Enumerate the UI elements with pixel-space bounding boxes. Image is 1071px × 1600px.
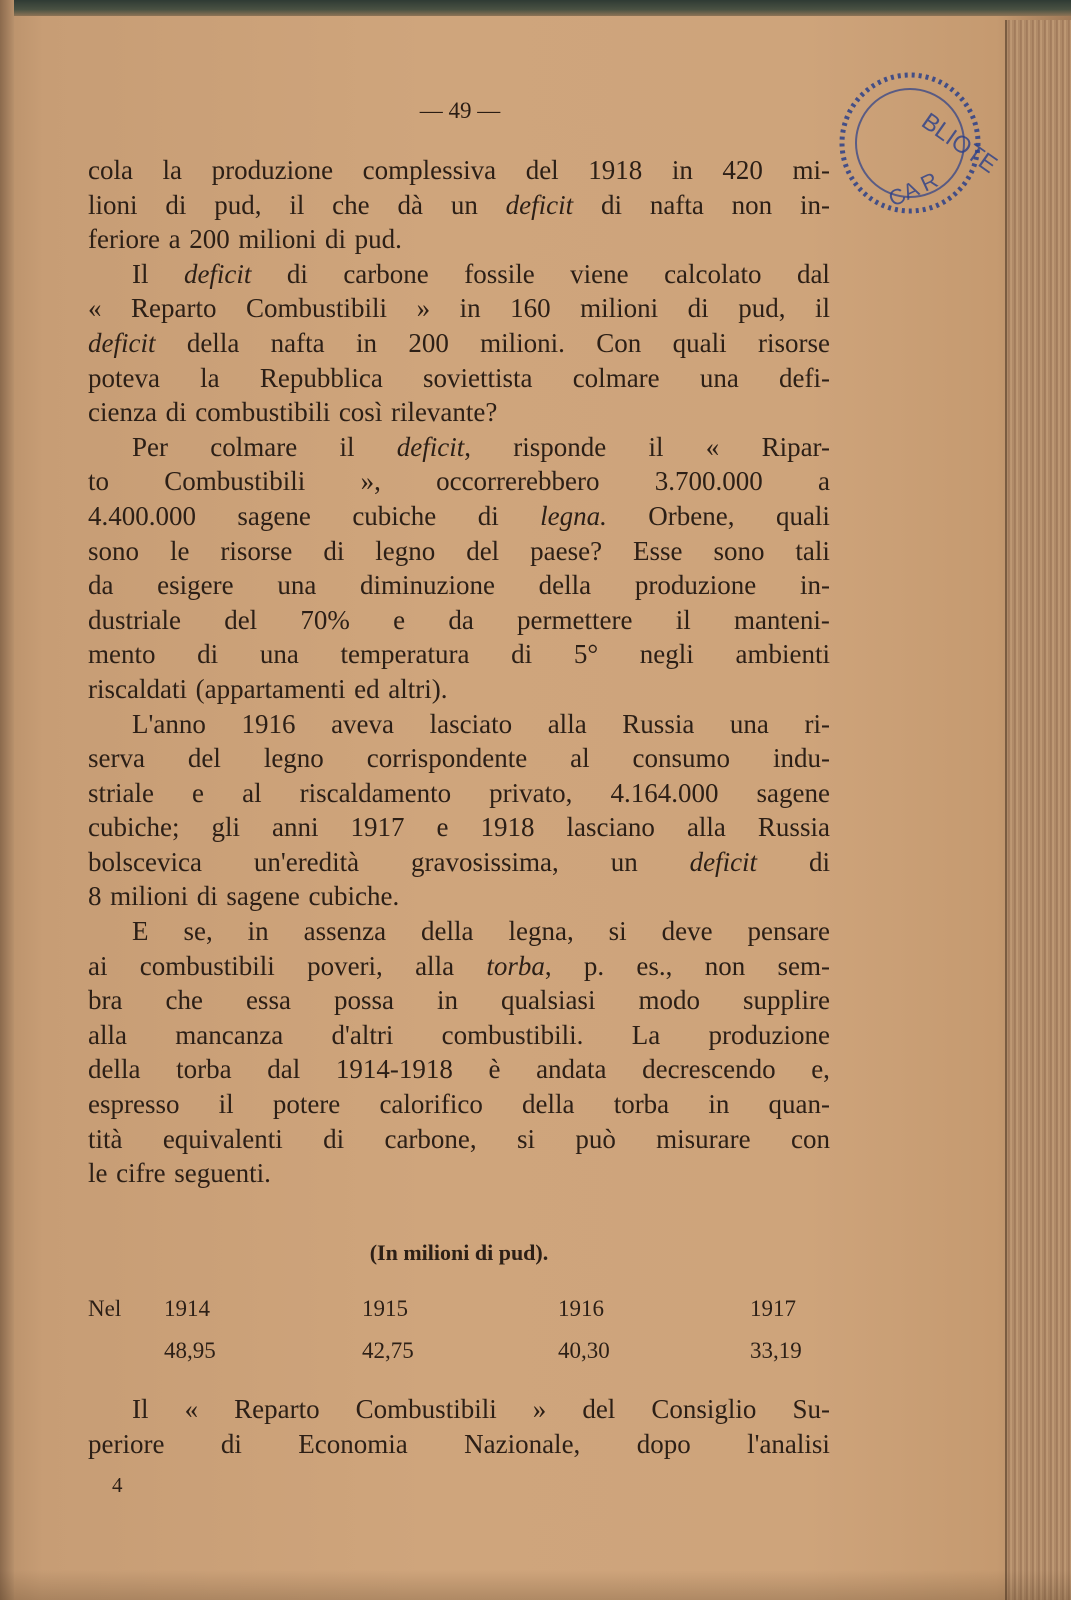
word: la: [200, 362, 220, 393]
word: quan-: [768, 1089, 830, 1120]
word: del: [187, 743, 221, 774]
table-row-label: Nel: [88, 1296, 122, 1321]
word: ri-: [804, 708, 830, 739]
word: periore: [88, 1428, 165, 1459]
word: di: [165, 397, 187, 428]
text-line: [88, 464, 830, 499]
text-line: [88, 568, 830, 603]
word: deficit: [88, 327, 156, 358]
word: produzione: [634, 570, 757, 601]
word: di: [323, 1123, 345, 1154]
word: seguenti.: [174, 1158, 271, 1189]
word: serva: [88, 743, 145, 774]
word: se,: [183, 916, 213, 947]
word: di: [477, 500, 499, 531]
word: di: [324, 224, 346, 255]
word: deve: [661, 916, 713, 947]
word: della: [88, 1054, 141, 1085]
word: sagene: [226, 881, 300, 912]
word: il: [814, 293, 830, 324]
word: sagene: [756, 777, 830, 808]
word: privato,: [489, 777, 573, 808]
word: e,: [811, 1054, 830, 1085]
text-line: [88, 291, 830, 326]
word: dal: [267, 1054, 301, 1085]
word: combustibili: [195, 397, 331, 428]
library-stamp: [815, 55, 1002, 220]
text-line: [88, 1156, 830, 1191]
word: deficit: [183, 258, 252, 289]
word: produzione: [708, 1019, 830, 1050]
word: pud,: [214, 189, 262, 220]
word: mancanza: [175, 1019, 284, 1050]
word: Combustibili: [246, 293, 388, 324]
word: »: [416, 293, 431, 324]
word: sono: [88, 535, 140, 566]
word: una: [277, 570, 317, 601]
table-year: 1917: [750, 1296, 796, 1321]
word: Russia: [622, 708, 695, 739]
word: 1918: [588, 155, 643, 185]
word: d'altri: [331, 1019, 394, 1050]
word: a: [818, 466, 830, 497]
word: alla: [547, 708, 587, 739]
word: (appartamenti: [195, 673, 346, 704]
word: l'analisi: [747, 1428, 830, 1459]
word: «: [184, 1394, 199, 1424]
word: una: [699, 362, 739, 393]
word: le: [169, 535, 190, 566]
text-line: [88, 983, 830, 1018]
word: nafta: [649, 189, 704, 220]
word: mento: [88, 639, 156, 670]
text-line: [88, 1122, 830, 1157]
word: e: [192, 777, 205, 808]
word: 1914-1918: [335, 1054, 453, 1085]
word: pud.: [354, 224, 402, 255]
word: to: [88, 466, 110, 497]
word: da: [448, 604, 474, 635]
word: Combustibili: [355, 1394, 497, 1424]
page-bottom-shadow: [0, 1570, 1071, 1600]
word: di: [286, 258, 308, 289]
word: Consiglio: [651, 1394, 757, 1424]
word: ed: [354, 673, 380, 704]
word: 160: [510, 293, 551, 324]
word: 4.400.000: [88, 500, 196, 531]
word: tità: [88, 1123, 123, 1154]
table-caption: (In milioni di pud).: [369, 1240, 549, 1265]
word: quali: [775, 500, 830, 531]
word: Nazionale,: [464, 1428, 581, 1459]
word: al: [242, 777, 262, 808]
word: altri).: [388, 673, 448, 704]
text-line: [88, 153, 830, 188]
word: Il: [132, 1394, 149, 1424]
word: 1918: [480, 812, 535, 843]
word: cienza: [88, 397, 157, 428]
text-line: [88, 741, 830, 776]
word: di: [165, 189, 187, 220]
word: del: [582, 1394, 616, 1424]
word: alla: [686, 812, 726, 843]
word: carbone,: [384, 1123, 477, 1154]
word: ambienti: [735, 639, 830, 670]
word: 70%: [300, 604, 350, 635]
word: legna.: [540, 500, 607, 531]
word: con: [790, 1123, 830, 1154]
text-line: [88, 949, 830, 984]
word: e: [436, 812, 449, 843]
word: alla: [415, 950, 455, 981]
word: pensare: [747, 916, 830, 947]
word: che: [332, 189, 370, 220]
word: che: [165, 985, 203, 1016]
word: indu-: [772, 743, 830, 774]
page-number: — 49 —: [419, 98, 501, 123]
word: Ripar-: [761, 431, 830, 462]
word: di: [196, 881, 218, 912]
word: non: [731, 189, 773, 220]
word: permettere: [517, 604, 633, 635]
word: legna,: [508, 916, 574, 947]
word: tali: [795, 535, 830, 566]
word: una: [259, 639, 299, 670]
word: Su-: [792, 1394, 830, 1424]
word: 3.700.000: [654, 466, 763, 497]
word: sagene: [237, 500, 311, 531]
text-line: [88, 326, 830, 361]
word: qualsiasi: [500, 985, 596, 1016]
word: cubiche;: [88, 812, 180, 843]
word: combustibili: [139, 950, 275, 981]
word: diminuzione: [359, 570, 495, 601]
word: paese?: [530, 535, 603, 566]
word: supplire: [742, 985, 830, 1016]
word: in: [671, 155, 693, 185]
word: possa: [333, 985, 394, 1016]
text-line: [88, 499, 830, 534]
word: produzione: [211, 155, 334, 185]
word: sono: [713, 535, 765, 566]
word: Combustibili: [164, 466, 306, 497]
word: lasciano: [566, 812, 655, 843]
word: equivalenti: [162, 1123, 283, 1154]
word: milioni: [238, 224, 317, 255]
word: 420: [722, 155, 763, 185]
word: lasciato: [429, 708, 513, 739]
word: dà: [397, 189, 423, 220]
word: torba: [613, 1089, 670, 1120]
word: non: [704, 950, 746, 981]
stamp-lettering-bottom: CA R: [884, 167, 942, 212]
word: si: [608, 916, 627, 947]
word: calcolato: [664, 258, 762, 289]
word: al: [570, 743, 590, 774]
word: un: [450, 189, 478, 220]
word: rilevante?: [390, 397, 498, 428]
word: »,: [360, 466, 381, 497]
word: E: [132, 916, 149, 947]
word: esigere: [157, 570, 234, 601]
word: negli: [639, 639, 694, 670]
word: può: [575, 1123, 616, 1154]
word: viene: [570, 258, 629, 289]
word: 5°: [573, 639, 599, 670]
word: un'eredità: [253, 846, 360, 877]
word: dal: [796, 258, 830, 289]
table-year: 1915: [362, 1296, 408, 1321]
word: della: [421, 916, 474, 947]
text-line: [88, 707, 830, 742]
word: di: [687, 293, 709, 324]
body-text: [88, 153, 830, 1191]
text-line: [88, 1087, 830, 1122]
text-line: [88, 1427, 830, 1462]
word: andata: [536, 1054, 607, 1085]
word: Economia: [298, 1428, 408, 1459]
text-line: [88, 222, 830, 257]
word: torba: [176, 1054, 232, 1085]
word: soviettista: [423, 362, 533, 393]
word: decrescendo: [642, 1054, 776, 1085]
text-line: [88, 430, 830, 465]
word: il: [339, 431, 355, 462]
word: occorrerebbero: [436, 466, 600, 497]
word: riscaldati: [88, 673, 187, 704]
word: Repubblica: [259, 362, 383, 393]
word: del: [525, 155, 559, 185]
word: cubiche.: [308, 881, 400, 912]
word: deficit: [689, 846, 758, 877]
table-year: 1914: [164, 1296, 210, 1321]
word: il: [675, 604, 691, 635]
word: legno: [375, 535, 436, 566]
word: colmare: [210, 431, 298, 462]
word: fossile: [464, 258, 535, 289]
text-line: [88, 257, 830, 292]
word: deficit: [505, 189, 574, 220]
word: mi-: [792, 155, 830, 185]
word: «: [705, 431, 720, 462]
word: essa: [245, 985, 291, 1016]
word: cola: [88, 155, 133, 185]
word: nafta: [270, 327, 325, 358]
word: dopo: [636, 1428, 691, 1459]
text-line: [88, 1052, 830, 1087]
word: complessiva: [362, 155, 497, 185]
word: in: [436, 985, 458, 1016]
word: anni: [271, 812, 319, 843]
page-gutter: [0, 0, 14, 1600]
word: pud,: [738, 293, 786, 324]
word: così: [338, 397, 383, 428]
word: 1917: [350, 812, 405, 843]
word: Per: [132, 431, 168, 462]
word: dustriale: [88, 604, 181, 635]
table-value: 40,30: [558, 1338, 610, 1363]
word: Con: [596, 327, 642, 358]
word: da: [88, 570, 114, 601]
word: di: [511, 639, 533, 670]
word: defi-: [779, 362, 830, 393]
word: risponde: [513, 431, 607, 462]
word: L'anno: [132, 708, 206, 739]
word: deficit,: [396, 431, 471, 462]
word: della: [522, 1089, 575, 1120]
word: del: [224, 604, 258, 635]
word: cifre: [116, 1158, 166, 1189]
word: è: [488, 1054, 501, 1085]
text-line: [88, 1018, 830, 1053]
word: aveva: [331, 708, 395, 739]
word: gravosissima,: [411, 846, 559, 877]
word: assenza: [303, 916, 387, 947]
word: 8: [88, 881, 102, 912]
word: 4.164.000: [610, 777, 719, 808]
word: p.: [583, 950, 605, 981]
word: misurare: [656, 1123, 751, 1154]
word: cubiche: [352, 500, 437, 531]
word: milioni: [580, 293, 659, 324]
word: carbone: [343, 258, 429, 289]
word: milioni.: [480, 327, 565, 358]
word: poteva: [88, 362, 160, 393]
word: il: [648, 431, 664, 462]
word: espresso: [88, 1089, 180, 1120]
word: in: [247, 916, 269, 947]
text-line: [88, 395, 830, 430]
word: in: [355, 327, 377, 358]
text-line: [88, 603, 830, 638]
word: le: [88, 1158, 108, 1189]
word: di: [323, 535, 345, 566]
text-line: [88, 776, 830, 811]
word: legno: [263, 743, 324, 774]
word: torba,: [486, 950, 552, 981]
word: risorse: [757, 327, 830, 358]
word: temperatura: [340, 639, 470, 670]
stamp-lettering: BLIOTE: [916, 107, 1002, 179]
word: quali: [672, 327, 727, 358]
book-cover-edge: [0, 0, 1071, 16]
word: di: [220, 1428, 242, 1459]
word: milioni: [110, 881, 189, 912]
word: di: [197, 639, 219, 670]
text-line: [88, 637, 830, 672]
word: 200: [408, 327, 449, 358]
word: potere: [272, 1089, 341, 1120]
text-line: [88, 879, 830, 914]
word: il: [218, 1089, 234, 1120]
page-stack-edge: [1005, 20, 1071, 1600]
table-value: 48,95: [164, 1338, 216, 1363]
signature-mark: 4: [112, 1473, 123, 1497]
text-line: [88, 188, 830, 223]
word: riscaldamento: [299, 777, 452, 808]
word: 200: [189, 224, 230, 255]
word: in-: [800, 189, 830, 220]
word: Reparto: [234, 1394, 320, 1424]
word: La: [631, 1019, 661, 1050]
word: si: [517, 1123, 536, 1154]
word: calorifico: [379, 1089, 483, 1120]
word: Il: [132, 258, 149, 289]
word: gli: [211, 812, 240, 843]
word: consumo: [632, 743, 731, 774]
word: alla: [88, 1019, 127, 1050]
table-year: 1916: [558, 1296, 604, 1321]
word: «: [88, 293, 102, 324]
text-line: [88, 810, 830, 845]
text-line: [88, 672, 830, 707]
word: un: [610, 846, 638, 877]
text-line: [88, 534, 830, 569]
word: Reparto: [131, 293, 217, 324]
text-line: [88, 1392, 830, 1427]
table-value: 42,75: [362, 1338, 414, 1363]
word: una: [729, 708, 769, 739]
text-line: [88, 845, 830, 880]
word: Esse: [633, 535, 683, 566]
word: risorse: [220, 535, 293, 566]
word: striale: [88, 777, 154, 808]
word: ai: [88, 950, 108, 981]
word: poveri,: [307, 950, 383, 981]
word: in-: [799, 570, 830, 601]
table-value: 33,19: [750, 1338, 802, 1363]
word: a: [168, 224, 181, 255]
text-line: [88, 914, 830, 949]
word: in: [459, 293, 481, 324]
word: di: [808, 846, 830, 877]
word: colmare: [572, 362, 660, 393]
word: la: [162, 155, 183, 185]
word: »: [532, 1394, 547, 1424]
text-line: [88, 361, 830, 396]
word: feriore: [88, 224, 160, 255]
word: di: [600, 189, 622, 220]
word: combustibili.: [441, 1019, 584, 1050]
word: corrispondente: [366, 743, 528, 774]
word: es.,: [636, 950, 673, 981]
word: della: [538, 570, 592, 601]
word: manteni-: [733, 604, 830, 635]
word: Russia: [757, 812, 830, 843]
word: della: [186, 327, 240, 358]
body-text-bottom: [88, 1392, 830, 1461]
word: in: [708, 1089, 730, 1120]
word: del: [466, 535, 500, 566]
word: 1916: [241, 708, 296, 739]
word: lioni: [88, 189, 138, 220]
word: bra: [88, 985, 123, 1016]
word: sem-: [777, 950, 830, 981]
word: modo: [638, 985, 700, 1016]
word: il: [289, 189, 305, 220]
word: bolscevica: [88, 846, 202, 877]
word: e: [393, 604, 406, 635]
word: Orbene,: [648, 500, 735, 531]
